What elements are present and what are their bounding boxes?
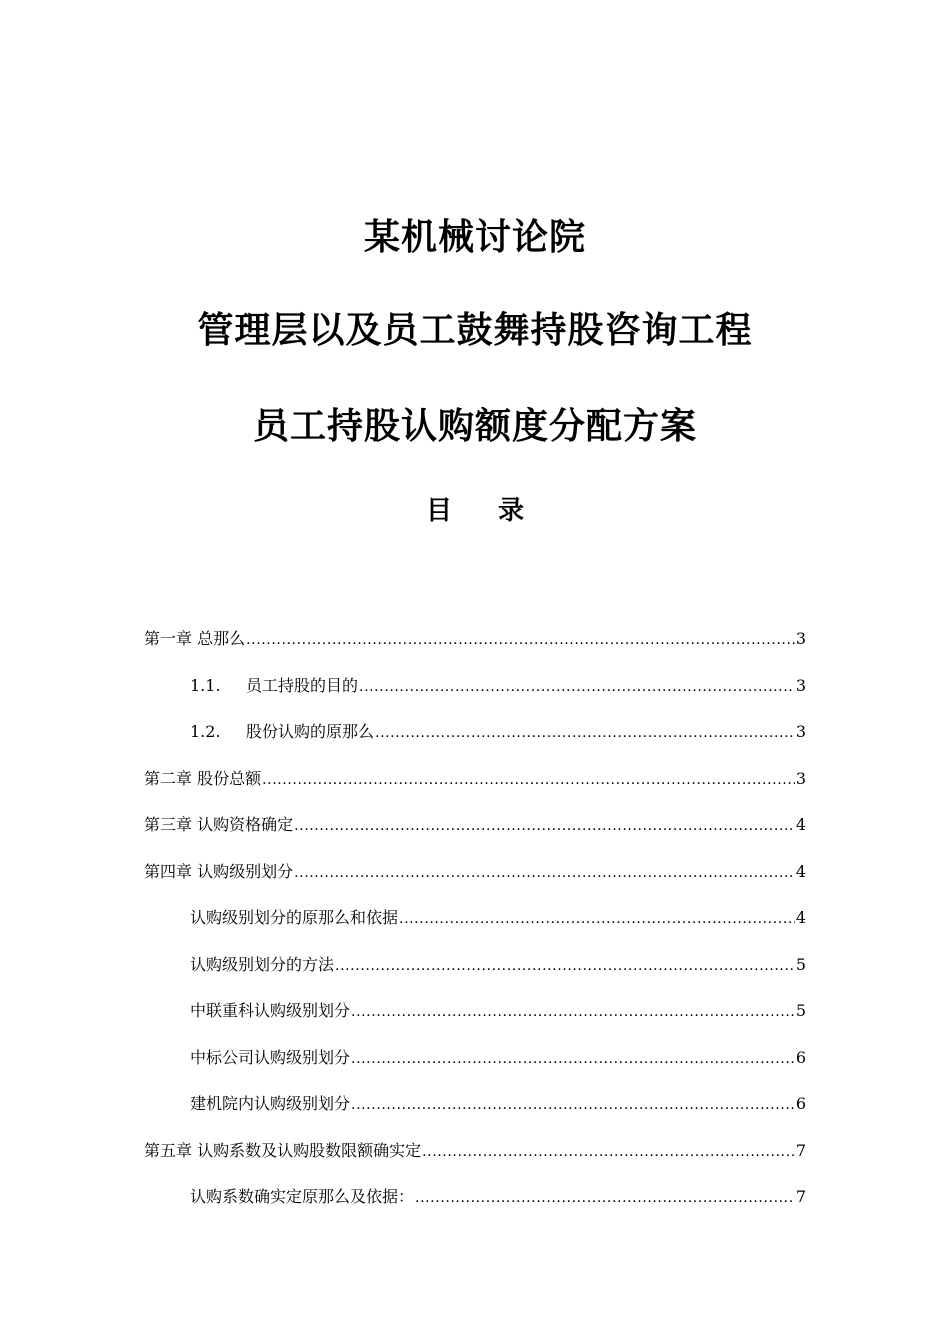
toc-entry-label: 认购级别划分的方法 [190, 955, 335, 974]
toc-entry-page: 7 [795, 1141, 806, 1160]
toc-dot-leader [351, 1093, 795, 1115]
toc-entry-label: 员工持股的目的 [246, 676, 359, 695]
toc-dot-leader [399, 907, 795, 929]
document-title-line-2: 管理层以及员工鼓舞持股咨询工程 [197, 310, 753, 351]
toc-entry-label: 第四章 认购级别划分 [144, 862, 294, 881]
toc-entry-page: 3 [795, 676, 806, 695]
toc-dot-leader [294, 814, 795, 836]
toc-entry-page: 4 [795, 908, 806, 927]
document-title-line-1: 某机械讨论院 [363, 217, 586, 258]
toc-entry-page: 3 [795, 722, 806, 741]
toc-entry-page: 5 [795, 1001, 806, 1020]
toc-dot-leader [359, 675, 795, 697]
toc-entry-4-2[interactable] [190, 952, 806, 976]
toc-entry-number: 1.2. [190, 722, 221, 741]
toc-entry-page: 3 [795, 769, 806, 788]
toc-entry-page: 6 [795, 1094, 806, 1113]
document-title-line-3: 员工持股认购额度分配方案 [252, 406, 697, 447]
toc-dot-leader [294, 861, 795, 883]
toc-entry-chapter-2[interactable] [144, 766, 806, 790]
toc-dot-leader [246, 628, 795, 650]
toc-entry-page: 4 [795, 815, 806, 834]
toc-entry-page: 7 [795, 1187, 806, 1206]
toc-entry-page: 6 [795, 1048, 806, 1067]
toc-entry-chapter-1[interactable] [144, 626, 806, 650]
toc-dot-leader [262, 768, 795, 790]
toc-dot-leader [335, 954, 795, 976]
toc-entry-label: 认购级别划分的原那么和依据 [190, 908, 399, 927]
toc-entry-label: 建机院内认购级别划分 [190, 1094, 351, 1113]
toc-entry-label: 第五章 认购系数及认购股数限额确实定 [144, 1141, 422, 1160]
toc-entry-1-1[interactable] [190, 673, 806, 697]
toc-dot-leader [375, 721, 795, 743]
toc-heading-char-2: 录 [498, 496, 525, 526]
toc-entry-5-1[interactable] [190, 1184, 806, 1208]
toc-heading-char-1: 目 [425, 496, 452, 526]
toc-entry-4-4[interactable] [190, 1045, 806, 1069]
toc-entry-4-1[interactable] [190, 905, 806, 929]
toc-entry-label: 第三章 认购资格确定 [144, 815, 294, 834]
toc-entry-number: 1.1. [190, 676, 221, 695]
toc-heading [0, 494, 950, 528]
toc-entry-label: 认购系数确实定原那么及依据： [190, 1187, 415, 1206]
toc-entry-label: 第二章 股份总额 [144, 769, 262, 788]
toc-entry-chapter-4[interactable] [144, 859, 806, 883]
toc-entry-chapter-5[interactable] [144, 1138, 806, 1162]
toc-entry-4-5[interactable] [190, 1091, 806, 1115]
toc-entry-page: 5 [795, 955, 806, 974]
toc-dot-leader [351, 1047, 795, 1069]
toc-entry-1-2[interactable] [190, 719, 806, 743]
toc-dot-leader [415, 1186, 795, 1208]
toc-entry-label: 中联重科认购级别划分 [190, 1001, 351, 1020]
toc-entry-4-3[interactable] [190, 998, 806, 1022]
toc-entry-label: 中标公司认购级别划分 [190, 1048, 351, 1067]
toc-dot-leader [422, 1140, 795, 1162]
toc-entry-label: 第一章 总那么 [144, 629, 246, 648]
toc-entry-page: 4 [795, 862, 806, 881]
toc-dot-leader [351, 1000, 795, 1022]
toc-entry-page: 3 [795, 629, 806, 648]
toc-entry-chapter-3[interactable] [144, 812, 806, 836]
toc-entry-label: 股份认购的原那么 [246, 722, 375, 741]
